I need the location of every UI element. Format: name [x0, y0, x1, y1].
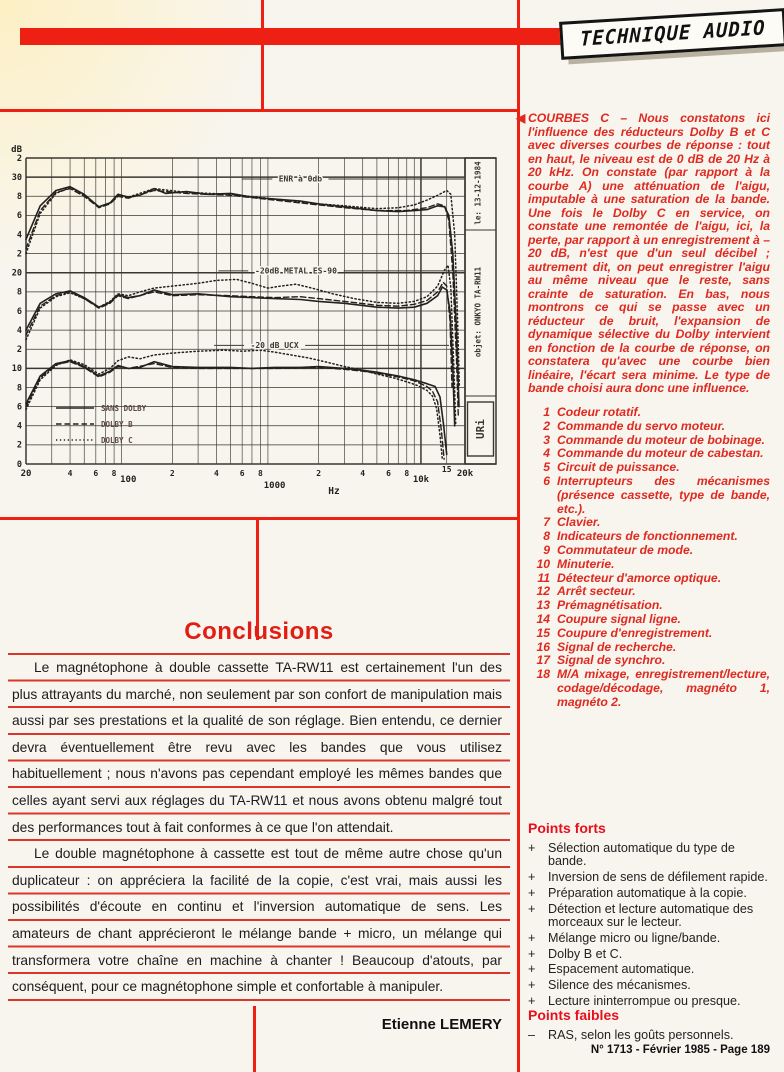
points-forts-block	[528, 820, 770, 1011]
magazine-logo-text: URi	[474, 419, 487, 439]
numbered-item-number: 9	[543, 542, 550, 557]
point-text: Détection et lecture automatique des morceaux sur le lecteur.	[548, 901, 754, 929]
x-axis-tick: 2	[316, 469, 322, 478]
numbered-item	[528, 544, 770, 558]
chart-object-label: objet: ONKYO TA-RW11	[473, 266, 483, 358]
response-curve	[26, 350, 442, 459]
y-axis-unit: dB	[11, 145, 22, 155]
x-axis-tick: 6	[386, 469, 391, 478]
numbered-item-text: Clavier.	[557, 515, 601, 530]
frame-top-column-line	[261, 0, 264, 110]
numbered-item-text: M/A mixage, enregistrement/lecture, codage/décodage, magnéto 1, magnéto 2.	[557, 667, 770, 709]
curve-label: -20 dB UCX	[250, 341, 299, 351]
points-faibles-list	[528, 1029, 770, 1042]
numbered-item	[528, 641, 770, 655]
frame-main-vertical-line	[517, 0, 520, 1072]
point-marker: +	[528, 993, 536, 1008]
numbered-item-number: 10	[536, 556, 550, 571]
numbered-item-text: Signal de synchro.	[557, 653, 666, 668]
x-axis-tick: 8	[258, 469, 263, 478]
numbered-item-number: 14	[536, 611, 550, 626]
numbered-item-number: 13	[536, 598, 550, 613]
legend-label: DOLBY B	[101, 419, 133, 429]
curve-label: ENR à 0db	[278, 174, 323, 184]
point-marker: +	[528, 978, 536, 993]
conclusions-paragraph-1: Le magnétophone à double cassette TA-RW11 est certainement l'un des plus attrayants du marché, non seulement par son confort de manipulation mais aussi par ses prestations et la qualité de son réglage. Bien entendu, ce dernier devra éventuellement être revu avec les bandes que vous utilisez habituellement ; nous n'avons pas cependant employé les mêmes bandes que celles ayant servi aux réglages du TA-RW11 et nous avons obtenu malgré tout des performances tout à fait conformes à ce que l'on attendait.	[12, 660, 502, 835]
courbes-c-body: COURBES C – Nous constatons ici l'influence des réducteurs Dolby B et C avec diverses courbes de réponse : tout en haut, le niveau est de 0 dB de 20 Hz à 20 kHz. On constate (par rapport à la courbe A) une atténuation de l'aigu, imputable à une saturation de la bande. Une fois le Dolby C en service, on constate une remontée de l'aigu, ici, la perte, par rapport à un enregistrement à – 20 dB, n'est que d'un seul décibel ; autrement dit, on peut enregistrer l'aigu au même niveau que le reste, sans crainte de saturation. En bas, nous montrons ce qui se passe avec un réducteur de bruit, l'expansion de dynamique sélective du Dolby intervient en fonction de la courbe de réponse, on constatera qu'avec une courbe bien linéaire, l'écart sera minime. Le type de bande choisi aura donc une influence.	[528, 111, 770, 395]
numbered-item	[528, 558, 770, 572]
point-item	[528, 1029, 770, 1042]
numbered-item-text: Coupure signal ligne.	[557, 611, 681, 626]
conclusions-title: Conclusions	[184, 618, 334, 645]
courbes-c-block	[516, 111, 770, 396]
point-marker: +	[528, 841, 536, 855]
y-axis-tick: 30	[11, 172, 22, 183]
point-text: RAS, selon les goûts personnels.	[548, 1028, 734, 1042]
numbered-item	[528, 475, 770, 516]
numbered-item	[528, 613, 770, 627]
points-faibles-block	[528, 1007, 770, 1045]
numbered-item-number: 18	[536, 667, 550, 682]
point-item	[528, 887, 770, 900]
conclusions-section	[8, 618, 510, 1001]
numbered-item-text: Commande du moteur de bobinage.	[557, 432, 765, 447]
author-signature: Etienne LEMERY	[381, 1016, 502, 1033]
points-faibles-title: Points faibles	[528, 1007, 620, 1023]
conclusions-paragraph-2: Le double magnétophone à cassette est tout de même autre chose qu'un duplicateur : on appréciera la facilité de la copie, c'est vrai, mais aussi les possibilités d'écoute en continu et l'inversion automatique de sens. Les amateurs de chant apprécieront le mélange bande + micro, un mélange qui transformera votre chaîne en machine à chanter ! Beaucoup d'atouts, par conséquent, pour ce magnétophone simple et confortable à manipuler.	[12, 846, 502, 995]
point-text: Mélange micro ou ligne/bande.	[548, 930, 721, 945]
x-axis-tick: 6	[239, 469, 245, 478]
left-arrow-icon: ◀	[516, 111, 526, 125]
numbered-item-number: 8	[543, 529, 550, 544]
numbered-item	[528, 461, 770, 475]
courbes-c-text	[516, 111, 770, 396]
point-item	[528, 932, 770, 945]
x-axis-tick: 1000	[263, 481, 286, 491]
curve-label: -20dB METAL ES-90	[255, 266, 337, 276]
chart-date-label: le: 13-12-1984	[473, 161, 483, 225]
x-axis-tick: 10k	[412, 475, 430, 485]
numbered-item-number: 16	[536, 639, 550, 654]
x-axis-tick: 8	[404, 469, 410, 478]
point-text: Sélection automatique du type de bande.	[548, 841, 735, 869]
x-axis-tick: 15	[441, 465, 452, 474]
points-forts-title: Points forts	[528, 820, 606, 836]
y-axis-tick: 6	[16, 211, 22, 222]
point-item	[528, 963, 770, 976]
numbered-item	[528, 599, 770, 613]
x-axis-tick: 4	[360, 469, 366, 478]
point-item	[528, 948, 770, 961]
y-axis-tick: 8	[16, 192, 22, 203]
numbered-item-text: Commande du moteur de cabestan.	[557, 446, 764, 461]
x-axis-tick: 2	[169, 469, 175, 478]
y-axis-tick: 2	[16, 440, 22, 451]
numbered-item-number: 12	[536, 584, 550, 599]
y-axis-tick: 4	[16, 230, 22, 241]
x-axis-tick: 8	[111, 469, 117, 478]
y-axis-tick: 2	[16, 249, 22, 260]
right-column	[516, 0, 770, 1072]
point-text: Silence des mécanismes.	[548, 978, 691, 993]
y-axis-tick: 0	[16, 459, 22, 470]
numbered-list	[528, 406, 770, 710]
numbered-item	[528, 420, 770, 434]
x-axis-tick: 20	[20, 469, 32, 479]
legend-label: DOLBY C	[101, 435, 133, 445]
point-item	[528, 903, 770, 930]
y-axis-tick: 4	[16, 325, 22, 336]
y-axis-tick: 8	[16, 383, 22, 394]
y-axis-tick: 20	[11, 268, 22, 279]
frequency-response-chart	[4, 144, 504, 502]
point-text: Inversion de sens de défilement rapide.	[548, 870, 768, 885]
points-forts-list	[528, 842, 770, 1008]
y-axis-tick: 6	[16, 402, 22, 413]
page-footer: N° 1713 - Février 1985 - Page 189	[590, 1044, 770, 1056]
x-axis-unit: Hz	[328, 486, 340, 497]
numbered-item	[528, 572, 770, 586]
numbered-item	[528, 406, 770, 420]
numbered-item-number: 3	[543, 432, 550, 447]
point-item	[528, 842, 770, 869]
numbered-item-number: 5	[543, 460, 550, 475]
numbered-item-number: 15	[536, 625, 550, 640]
numbered-item-number: 4	[543, 446, 550, 461]
point-item	[528, 979, 770, 992]
numbered-item-text: Interrupteurs des mécanismes (présence cassette, type de bande, etc.).	[557, 473, 770, 516]
numbered-item-text: Indicateurs de fonctionnement.	[557, 529, 738, 544]
point-marker: +	[528, 870, 536, 885]
point-marker: +	[528, 901, 536, 916]
frame-middle-horizontal-line	[0, 517, 519, 520]
numbered-item-number: 7	[543, 515, 550, 530]
numbered-item-number: 11	[537, 570, 550, 585]
numbered-item-text: Commande du servo moteur.	[557, 418, 725, 433]
y-axis-tick: 2	[16, 345, 22, 356]
x-axis-tick: 20k	[456, 469, 474, 479]
numbered-item-number: 6	[543, 473, 550, 488]
frame-upper-horizontal-line	[0, 109, 519, 112]
numbered-item-text: Détecteur d'amorce optique.	[557, 570, 722, 585]
numbered-item	[528, 627, 770, 641]
conclusions-ruled-text	[8, 653, 510, 1001]
point-marker: –	[528, 1028, 536, 1042]
numbered-item	[528, 516, 770, 530]
numbered-item-text: Codeur rotatif.	[557, 405, 641, 419]
point-marker: +	[528, 930, 536, 945]
numbered-item	[528, 434, 770, 448]
point-text: Dolby B et C.	[548, 946, 623, 961]
numbered-item	[528, 585, 770, 599]
point-text: Espacement automatique.	[548, 962, 695, 977]
x-axis-tick: 4	[213, 469, 219, 478]
y-axis-tick: 2	[16, 153, 22, 164]
numbered-item	[528, 447, 770, 461]
point-marker: +	[528, 962, 536, 977]
y-axis-tick: 6	[16, 306, 22, 317]
numbered-item	[528, 654, 770, 668]
x-axis-tick: 100	[120, 475, 137, 485]
numbered-item-text: Prémagnétisation.	[557, 598, 663, 613]
point-marker: +	[528, 946, 536, 961]
response-curve	[26, 287, 455, 426]
numbered-item-number: 2	[543, 418, 550, 433]
numbered-item	[528, 530, 770, 544]
legend-label: SANS DOLBY	[101, 403, 147, 413]
point-text: Lecture ininterrompue ou presque.	[548, 993, 741, 1008]
x-axis-tick: 6	[93, 469, 99, 478]
numbered-item-text: Coupure d'enregistrement.	[557, 625, 713, 640]
numbered-item-number: 17	[536, 653, 550, 668]
point-marker: +	[528, 885, 536, 900]
point-item	[528, 871, 770, 884]
x-axis-tick: 4	[67, 469, 73, 478]
numbered-item-text: Circuit de puissance.	[557, 460, 680, 475]
numbered-item-text: Minuterie.	[557, 556, 615, 571]
numbered-item-text: Arrêt secteur.	[557, 584, 636, 599]
numbered-item-text: Signal de recherche.	[557, 639, 677, 654]
numbered-item-text: Commutateur de mode.	[557, 542, 694, 557]
point-text: Préparation automatique à la copie.	[548, 885, 747, 900]
numbered-item	[528, 668, 770, 709]
y-axis-tick: 10	[11, 364, 22, 375]
numbered-item-number: 1	[543, 405, 550, 419]
section-badge-label: TECHNIQUE AUDIO	[579, 15, 766, 51]
response-curve	[26, 188, 459, 388]
y-axis-tick: 4	[16, 421, 22, 432]
y-axis-tick: 8	[16, 287, 22, 298]
